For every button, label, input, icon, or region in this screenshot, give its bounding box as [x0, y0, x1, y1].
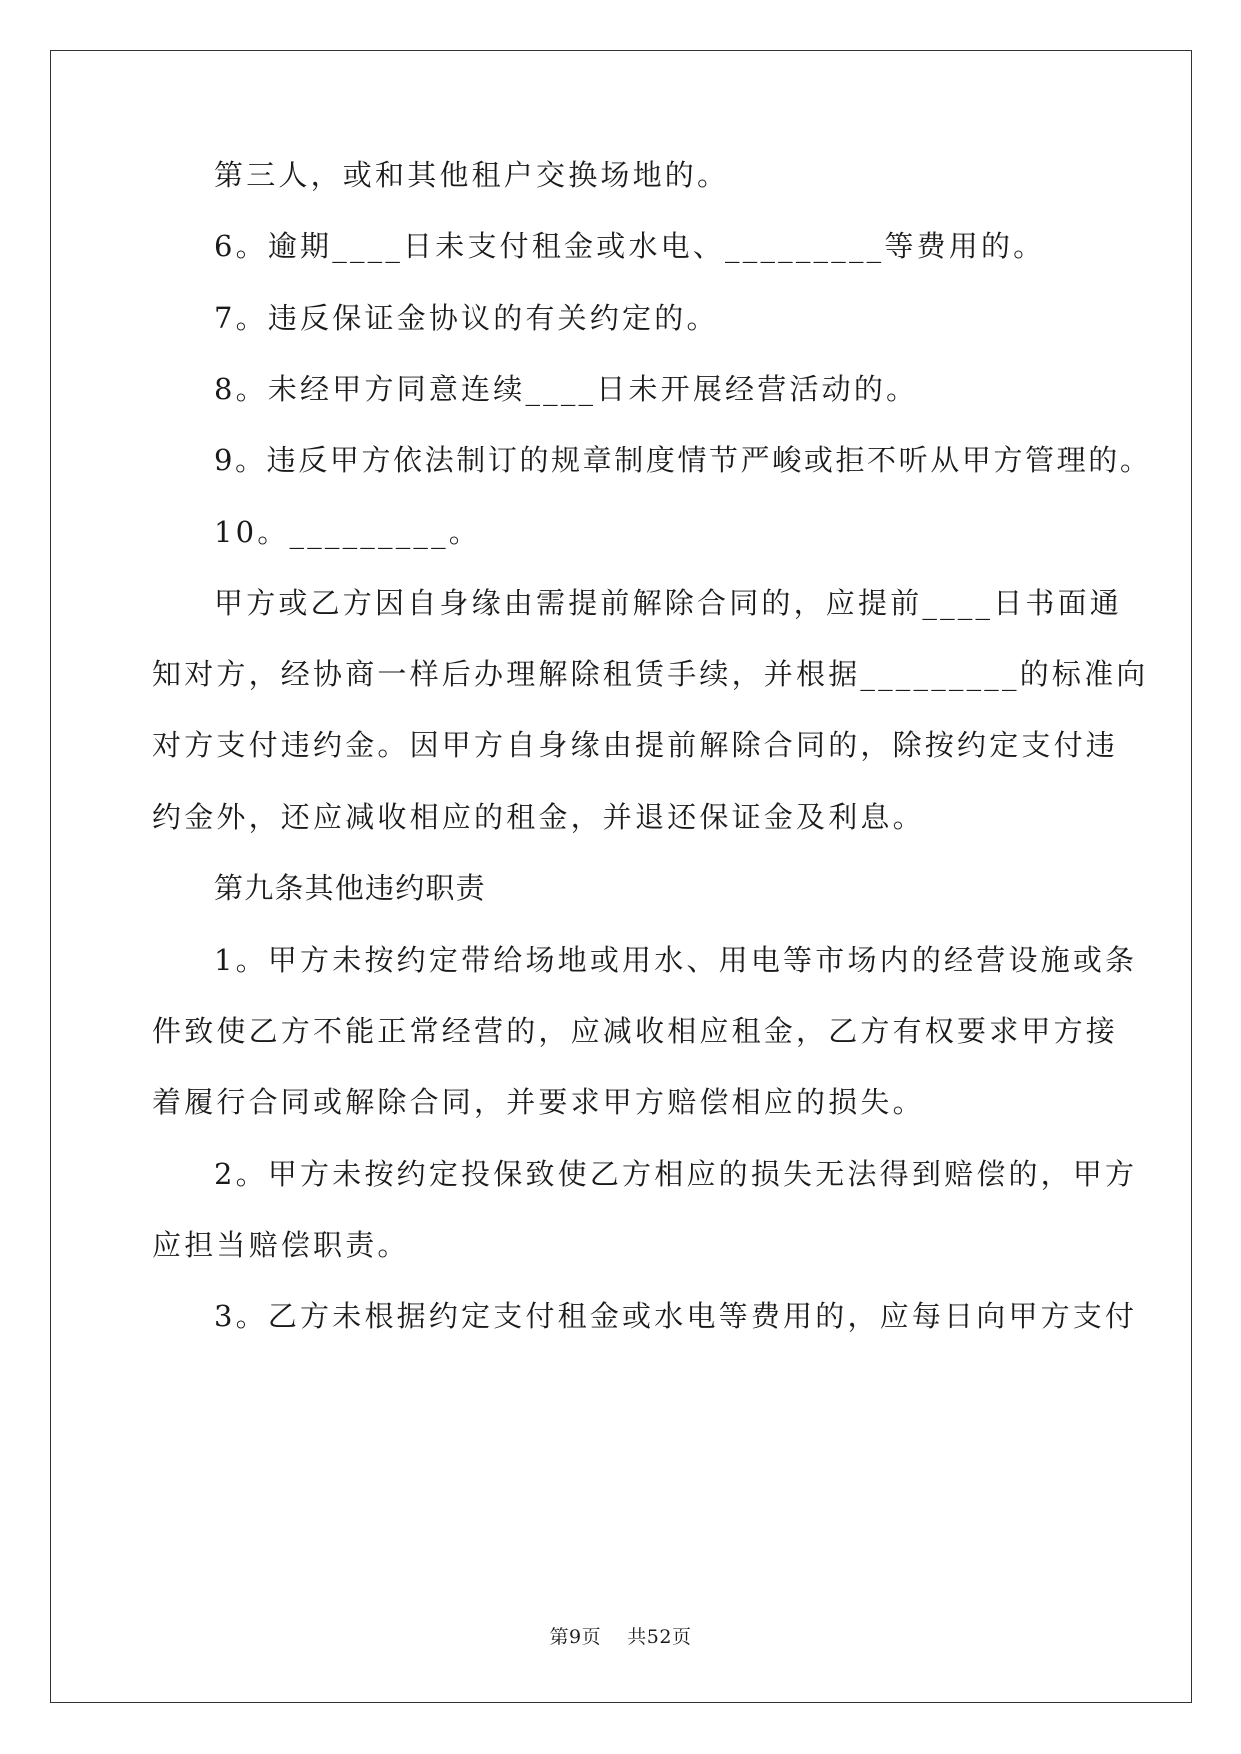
body-line-13: 件致使乙方不能正常经营的，应减收相应租金，乙方有权要求甲方接: [152, 1014, 1119, 1048]
page-prefix: 第: [549, 1626, 569, 1648]
body-line-2: 6。逾期____日未支付租金或水电、_________等费用的。: [214, 229, 1046, 263]
page-suffix: 页: [581, 1626, 602, 1648]
body-line-9: 对方支付违约金。因甲方自身缘由提前解除合同的，除按约定支付违: [152, 728, 1119, 762]
body-line-15: 2。甲方未按约定投保致使乙方相应的损失无法得到赔偿的，甲方: [214, 1157, 1138, 1191]
total-pages: 52: [646, 1626, 672, 1648]
body-line-5: 9。违反甲方依法制订的规章制度情节严峻或拒不听从甲方管理的。: [214, 443, 1152, 477]
body-line-1: 第三人，或和其他租户交换场地的。: [214, 158, 730, 192]
body-line-17: 3。乙方未根据约定支付租金或水电等费用的，应每日向甲方支付: [214, 1299, 1138, 1333]
body-line-10: 约金外，还应减收相应的租金，并退还保证金及利息。: [152, 800, 925, 834]
body-line-7: 甲方或乙方因自身缘由需提前解除合同的，应提前____日书面通: [214, 586, 1123, 620]
body-line-12: 1。甲方未按约定带给场地或用水、用电等市场内的经营设施或条: [214, 943, 1138, 977]
total-prefix: 共: [627, 1626, 647, 1648]
body-line-16: 应担当赔偿职责。: [152, 1228, 410, 1262]
body-line-14: 着履行合同或解除合同，并要求甲方赔偿相应的损失。: [152, 1085, 925, 1119]
body-line-4: 8。未经甲方同意连续____日未开展经营活动的。: [214, 372, 919, 406]
body-line-8: 知对方，经协商一样后办理解除租赁手续，并根据_________的标准向: [152, 657, 1149, 691]
total-suffix: 页: [671, 1626, 692, 1648]
body-line-6: 10。_________。: [214, 515, 482, 549]
page-footer: [0, 1622, 1241, 1649]
body-line-3: 7。违反保证金协议的有关约定的。: [214, 301, 719, 335]
section-heading: 第九条其他违约职责: [214, 871, 486, 905]
page-number: 9: [569, 1626, 582, 1648]
